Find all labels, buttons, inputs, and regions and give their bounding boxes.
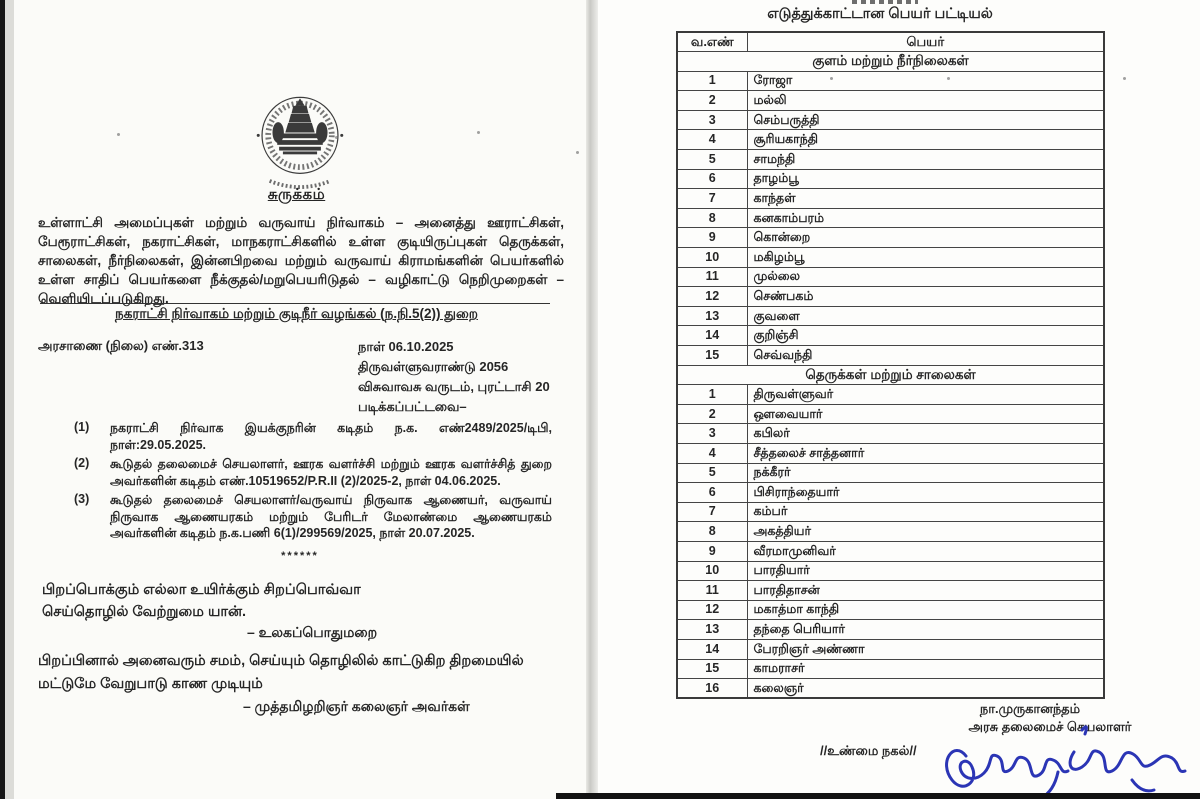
scan-noise-dot	[947, 77, 950, 80]
serial-number: 1	[677, 385, 747, 405]
separator-stars: ******	[281, 550, 319, 562]
references-list	[74, 420, 552, 545]
entry-name: ஔவையார்	[747, 404, 1104, 424]
entry-name: குறிஞ்சி	[747, 326, 1104, 346]
entry-name: பேரறிஞர் அண்ணா	[747, 639, 1104, 659]
table-row	[677, 620, 1104, 640]
entry-name: தாழம்பூ	[747, 169, 1104, 189]
entry-name: கம்பர்	[747, 502, 1104, 522]
entry-name: கனகாம்பரம்	[747, 208, 1104, 228]
scan-noise-dot	[1123, 77, 1126, 80]
table-row	[677, 287, 1104, 307]
tamil-nadu-government-emblem-icon	[243, 86, 357, 198]
serial-number: 6	[677, 483, 747, 503]
scan-edge-bottom	[556, 793, 1200, 799]
table-header-row	[677, 32, 1104, 52]
serial-number: 9	[677, 541, 747, 561]
name-list-title: எடுத்துக்காட்டான பெயர் பட்டியல்	[767, 6, 993, 22]
table-row	[677, 659, 1104, 679]
entry-name: குவளை	[747, 306, 1104, 326]
entry-name: திருவள்ளுவர்	[747, 385, 1104, 405]
entry-name: கலைஞர்	[747, 679, 1104, 699]
entry-name: செம்பருத்தி	[747, 110, 1104, 130]
quote1-lines	[42, 579, 361, 623]
entry-name: கொன்றை	[747, 228, 1104, 248]
table-row	[677, 600, 1104, 620]
table-row	[677, 502, 1104, 522]
entry-name: சீத்தலைச் சாத்தனார்	[747, 443, 1104, 463]
quote-line: பிறப்பினால் அனைவரும் சமம், செய்யும் தொழிலில் காட்டுகிற திறமையில்	[38, 653, 524, 669]
entry-name: பாரதியார்	[747, 561, 1104, 581]
entry-name: ரோஜா	[747, 71, 1104, 91]
quote2-lines	[38, 650, 524, 696]
serial-number: 7	[677, 502, 747, 522]
table-row	[677, 208, 1104, 228]
serial-number: 12	[677, 287, 747, 307]
entry-name: நக்கீரர்	[747, 463, 1104, 483]
quote-line: பிறப்பொக்கும் எல்லா உயிர்க்கும் சிறப்பொவ்வா	[42, 582, 361, 598]
serial-number: 9	[677, 228, 747, 248]
section-title: தெருக்கள் மற்றும் சாலைகள்	[677, 365, 1104, 385]
serial-number: 3	[677, 424, 747, 444]
table-row	[677, 639, 1104, 659]
entry-name: செண்பகம்	[747, 287, 1104, 307]
serial-number: 7	[677, 189, 747, 209]
serial-number: 11	[677, 267, 747, 287]
reference-item	[74, 456, 552, 489]
name-header-cell: பெயர்	[747, 32, 1104, 52]
table-row	[677, 306, 1104, 326]
serial-number: 10	[677, 248, 747, 268]
serial-number: 12	[677, 600, 747, 620]
scan-noise-dot	[335, 136, 338, 139]
table-row	[677, 326, 1104, 346]
signatory-name: நா.முருகானந்தம்	[979, 701, 1081, 716]
entry-name: சூரியகாந்தி	[747, 130, 1104, 150]
table-row	[677, 541, 1104, 561]
table-row	[677, 679, 1104, 699]
table-section-row	[677, 52, 1104, 72]
table-row	[677, 169, 1104, 189]
table-row	[677, 91, 1104, 111]
reference-item	[74, 420, 552, 453]
entry-name: செவ்வந்தி	[747, 346, 1104, 366]
table-row	[677, 189, 1104, 209]
table-row	[677, 228, 1104, 248]
table-row	[677, 267, 1104, 287]
date-block	[358, 337, 550, 417]
example-names-table	[676, 31, 1105, 699]
serial-number: 14	[677, 639, 747, 659]
table-row	[677, 248, 1104, 268]
serial-header-cell: வ.எண்	[677, 32, 747, 52]
date-line: படிக்கப்பட்டவை–	[358, 399, 467, 414]
names-table-body	[677, 32, 1104, 698]
table-row	[677, 110, 1104, 130]
table-row	[677, 581, 1104, 601]
reference-number: (1)	[74, 420, 90, 434]
entry-name: தந்தை பெரியார்	[747, 620, 1104, 640]
table-row	[677, 130, 1104, 150]
date-line: திருவள்ளுவராண்டு 2056	[358, 359, 509, 374]
serial-number: 2	[677, 404, 747, 424]
quote2-attribution: – முத்தமிழறிஞர் கலைஞர் அவர்கள்	[243, 698, 470, 714]
table-row	[677, 443, 1104, 463]
serial-number: 6	[677, 169, 747, 189]
entry-name: மகிழம்பூ	[747, 248, 1104, 268]
abstract-paragraph: உள்ளாட்சி அமைப்புகள் மற்றும் வருவாய் நிர்வாகம் – அனைத்து ஊராட்சிகள், பேரூராட்சிகள், நகராட்சிகள், மாநகராட்சிகளில் உள்ள குடியிருப்புகள் தெருக்கள், சாலைகள், நீர்நிலைகள், இன்னபிறவை மற்றும் வருவாய் கிராமங்களின் பெயர்களில் உள்ள சாதிப் பெயர்களை நீக்குதல்/மறுபெயரிடுதல் – வழிகாட்டு நெறிமுறைகள் – வெளியிடப்படுகிறது.	[38, 215, 564, 306]
serial-number: 5	[677, 463, 747, 483]
serial-number: 15	[677, 346, 747, 366]
serial-number: 11	[677, 581, 747, 601]
table-row	[677, 483, 1104, 503]
serial-number: 3	[677, 110, 747, 130]
reference-text: நகராட்சி நிர்வாக இயக்குநரின் கடிதம் ந.க. எண்2489/2025/டிபி, நாள்:29.05.2025.	[110, 421, 552, 452]
serial-number: 10	[677, 561, 747, 581]
reference-item	[74, 492, 552, 542]
entry-name: சாமந்தி	[747, 150, 1104, 170]
quote-line: செய்தொழில் வேற்றுமை யான்.	[42, 604, 247, 620]
scan-noise-dot	[576, 151, 579, 154]
serial-number: 8	[677, 522, 747, 542]
department-line: நகராட்சி நிர்வாகம் மற்றும் குடிநீர் வழங்கல் (ந.நி.5(2)) துறை	[115, 306, 478, 321]
quote1-attribution: – உலகப்பொதுமறை	[247, 624, 378, 640]
signatory-title: அரசு தலைமைச் செயலாளர்	[968, 719, 1132, 734]
reference-text: கூடுதல் தலைமைச் செயலாளர், ஊரக வளர்ச்சி மற்றும் ஊரக வளர்ச்சித் துறை அவர்களின் கடிதம் எண்.10519652/P.R.II (2)/2025-2, நாள் 04.06.2025.	[110, 457, 552, 488]
date-line: நாள் 06.10.2025	[358, 339, 454, 354]
serial-number: 5	[677, 150, 747, 170]
go-number: அரசாணை (நிலை) எண்.313	[38, 338, 204, 353]
table-row	[677, 71, 1104, 91]
handwritten-signature	[936, 722, 1194, 799]
abstract-heading: சுருக்கம்	[267, 186, 326, 203]
date-line: விசுவாவசு வருடம், புரட்டாசி 20	[358, 379, 550, 394]
table-row	[677, 463, 1104, 483]
serial-number: 1	[677, 71, 747, 91]
table-row	[677, 424, 1104, 444]
reference-number: (3)	[74, 492, 90, 506]
true-copy-note: //உண்மை நகல்//	[820, 743, 917, 758]
serial-number: 8	[677, 208, 747, 228]
scan-noise-dot	[477, 131, 480, 134]
reference-text: கூடுதல் தலைமைச் செயலாளர்/வருவாய் நிருவாக ஆணையர், வருவாய் நிருவாக ஆணையரகம் மற்றும் பேரிடர் மேலாண்மை ஆணையரகம் அவர்களின் கடிதம் ந.க.பணி 6(1)/299569/2025, நாள் 20.07.2025.	[110, 493, 552, 540]
table-row	[677, 561, 1104, 581]
entry-name: வீரமாமுனிவர்	[747, 541, 1104, 561]
divider-line	[40, 303, 550, 304]
entry-name: பிசிராந்தையார்	[747, 483, 1104, 503]
entry-name: காமராசர்	[747, 659, 1104, 679]
table-row	[677, 150, 1104, 170]
table-row	[677, 404, 1104, 424]
serial-number: 16	[677, 679, 747, 699]
scan-noise-dot	[830, 77, 833, 80]
table-row	[677, 346, 1104, 366]
page-gutter	[586, 0, 598, 799]
serial-number: 4	[677, 443, 747, 463]
serial-number: 13	[677, 306, 747, 326]
serial-number: 15	[677, 659, 747, 679]
table-row	[677, 522, 1104, 542]
scan-noise-dot	[117, 133, 120, 136]
reference-number: (2)	[74, 456, 90, 470]
entry-name: கபிலர்	[747, 424, 1104, 444]
serial-number: 4	[677, 130, 747, 150]
table-row	[677, 385, 1104, 405]
scan-edge-left-shade	[5, 0, 14, 799]
serial-number: 14	[677, 326, 747, 346]
entry-name: அகத்தியர்	[747, 522, 1104, 542]
clipped-text-fragment	[852, 0, 918, 4]
table-section-row	[677, 365, 1104, 385]
serial-number: 13	[677, 620, 747, 640]
entry-name: மகாத்மா காந்தி	[747, 600, 1104, 620]
quote-line: மட்டுமே வேறுபாடு காண முடியும்	[38, 676, 263, 692]
entry-name: பாரதிதாசன்	[747, 581, 1104, 601]
serial-number: 2	[677, 91, 747, 111]
section-title: குளம் மற்றும் நீர்நிலைகள்	[677, 52, 1104, 72]
entry-name: முல்லை	[747, 267, 1104, 287]
entry-name: காந்தள்	[747, 189, 1104, 209]
entry-name: மல்லி	[747, 91, 1104, 111]
